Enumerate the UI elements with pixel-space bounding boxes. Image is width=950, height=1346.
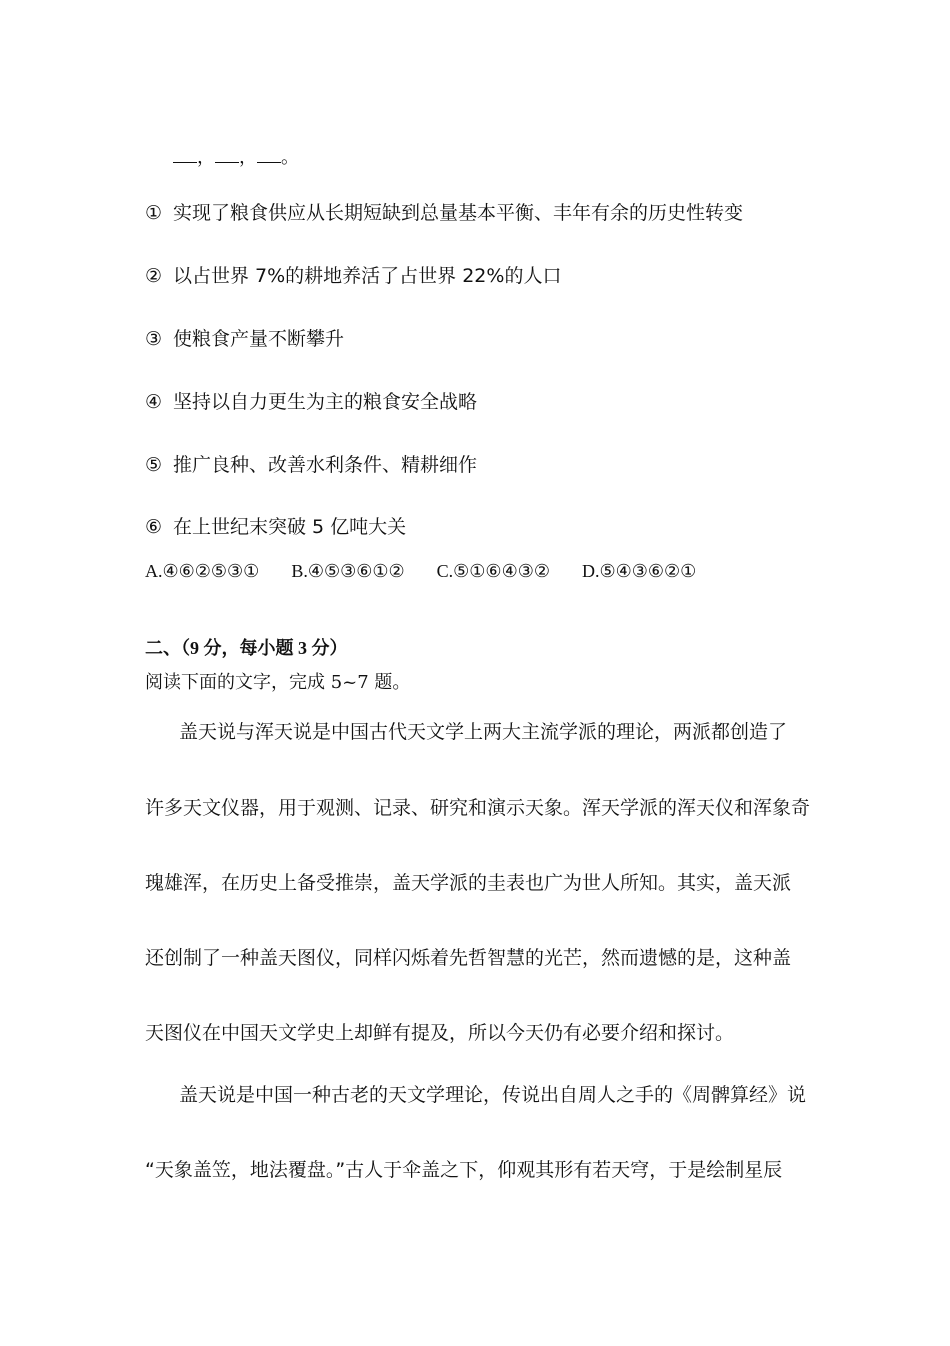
choice-a: A.④⑥②⑤③① xyxy=(145,561,260,581)
answer-blank xyxy=(173,148,197,163)
item-number: ② xyxy=(145,265,163,287)
passage-line: 天图仪在中国天文学史上却鲜有提及，所以今天仍有必要介绍和探讨。 xyxy=(145,1022,735,1044)
item-number: ③ xyxy=(145,328,163,350)
answer-blank xyxy=(215,148,239,163)
choice-d: D.⑤④③⑥②① xyxy=(581,561,697,581)
passage-line: 还创制了一种盖天图仪，同样闪烁着先哲智慧的光芒，然而遗憾的是，这种盖 xyxy=(145,947,792,969)
item-text: 推广良种、改善水利条件、精耕细作 xyxy=(173,454,478,476)
passage-line: 盖天说与浑天说是中国古代天文学上两大主流学派的理论，两派都创造了 xyxy=(179,721,788,743)
option-item-1 xyxy=(145,198,743,225)
item-text: 以占世界 7%的耕地养活了占世界 22%的人口 xyxy=(173,265,562,287)
passage-line: “天象盖笠，地法覆盘。”古人于伞盖之下，仰观其形有若天穹，于是绘制星辰 xyxy=(145,1159,783,1181)
section-heading: 二、（9 分，每小题 3 分） xyxy=(145,638,348,658)
item-text: 坚持以自力更生为主的粮食安全战略 xyxy=(173,391,478,413)
passage-line: 瑰雄浑，在历史上备受推崇，盖天学派的圭表也广为世人所知。其实，盖天派 xyxy=(145,872,792,894)
blank-end: 。 xyxy=(281,147,299,168)
option-item-4 xyxy=(145,387,477,414)
item-number: ① xyxy=(145,202,163,224)
option-item-6 xyxy=(145,512,406,539)
item-number: ④ xyxy=(145,391,163,413)
answer-blank xyxy=(257,148,281,163)
item-text: 在上世纪末突破 5 亿吨大关 xyxy=(173,516,407,538)
option-item-2 xyxy=(145,261,561,288)
choice-b: B.④⑤③⑥①② xyxy=(291,561,405,581)
blank-separator: ， xyxy=(197,147,215,168)
item-number: ⑤ xyxy=(145,454,163,476)
option-item-3 xyxy=(145,324,344,351)
answer-choices xyxy=(145,561,728,582)
blank-separator: ， xyxy=(239,147,257,168)
item-text: 实现了粮食供应从长期短缺到总量基本平衡、丰年有余的历史性转变 xyxy=(173,202,744,224)
section-instruction: 阅读下面的文字，完成 5~7 题。 xyxy=(145,672,411,693)
item-number: ⑥ xyxy=(145,516,163,538)
passage-line: 许多天文仪器，用于观测、记录、研究和演示天象。浑天学派的浑天仪和浑象奇 xyxy=(145,797,811,819)
choice-c: C.⑤①⑥④③② xyxy=(436,561,550,581)
item-text: 使粮食产量不断攀升 xyxy=(173,328,345,350)
passage-line: 盖天说是中国一种古老的天文学理论，传说出自周人之手的《周髀算经》说 xyxy=(179,1084,807,1106)
fill-in-blanks-line xyxy=(173,143,299,169)
option-item-5 xyxy=(145,450,477,477)
